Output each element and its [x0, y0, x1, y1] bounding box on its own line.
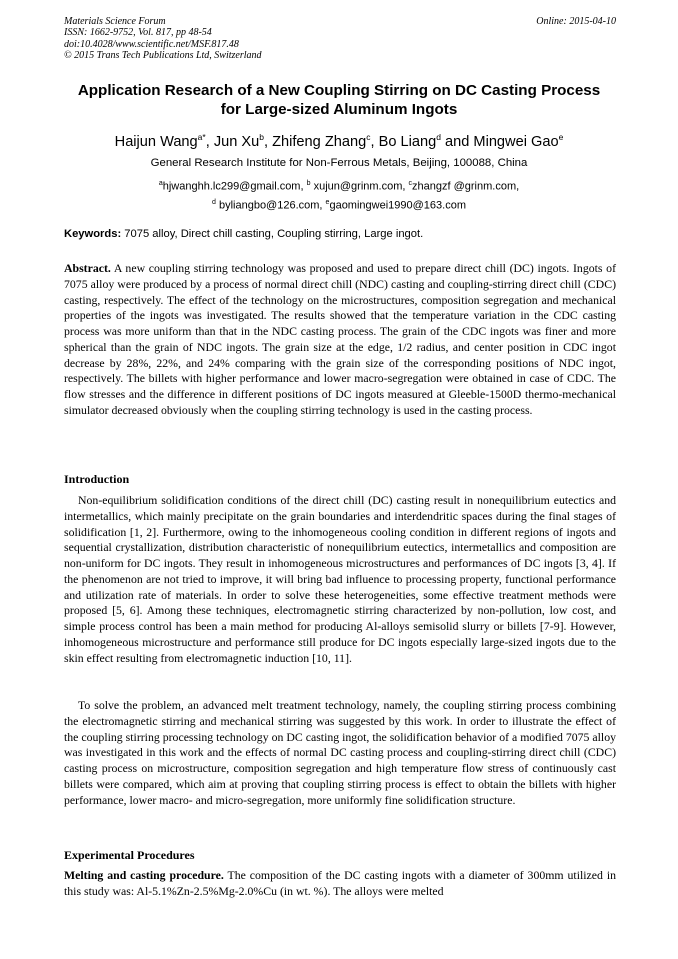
email-separator: , — [300, 180, 307, 193]
introduction-paragraph-2: To solve the problem, an advanced melt treatment technology, namely, the coupling stirring process combining the electromagnetic stirring and mechanical stirring was suggested by this work. In order to illustrate the effect of the coupling stirring processing technology on DC casting ingot, the solidification behavior of a modified 7075 alloy was investigated in this work and the effects of normal DC casting process and coupling-stirring direct chill (CDC) casting process on microstructure, composition segregation and high temperature flow stress of continuously cast billets were compared, which aim at proving that coupling stirring process is effect to obtain the billets with higher performance, lower macro- and micro-segregation, more uniformly fine solidification structure. — [64, 698, 616, 807]
journal-name: Materials Science Forum — [64, 16, 166, 27]
author-and: and — [440, 133, 474, 150]
abstract — [64, 261, 616, 419]
title-line-2: for Large-sized Aluminum Ingots — [220, 101, 458, 118]
email-line-2 — [40, 195, 638, 214]
introduction-paragraph-1: Non-equilibrium solidification conditions of the direct chill (DC) casting result in nonequilibrium eutectics and intermetallics, which mainly precipitate on the grain boundaries and interdendritic spaces during the final stages of solidification [1, 2]. Furthermore, owing to the inhomogeneous cooling condition in different regions of ingots and sequential crystallization, distribution characteristic of nonequilibrium eutectics, intermetallics and composition are non-uniform for DC ingots. They result in inhomogeneous microstructures and performances of DC ingots [3, 4]. If the phenomenon are not tried to improve, it will bring bad influence to processing property, functional performance and utilization rate of materials. In order to solve these heterogeneities, some effective treatment methods were proposed [5, 6]. Among these techniques, electromagnetic stirring characterized by non-pollution, low cost, and simple process control has been a main method for producing Al-alloys semisolid slurry or billets [7-9]. However, inhomogeneous microstructure and performance still produce for DC ingots especially large-sized ingots due to the skin effect resulting from electromagnetic induction [10, 11]. — [64, 493, 616, 665]
author-list — [40, 128, 638, 152]
journal-issn: ISSN: 1662-9752, Vol. 817, pp 48-54 — [64, 27, 212, 39]
author-name: Jun Xu — [213, 133, 260, 150]
author-sup: a* — [197, 132, 206, 142]
abstract-text: A new coupling stirring technology was proposed and used to prepare direct chill (DC) ingots. Ingots of 7075 alloy were produced by a process of normal direct chill (NDC) casting and coupling-stirring direct chill (CDC) casting, respectively. The effect of the technology on the microstructures, composition segregation and mechanical properties of the ingots was investigated. The results showed that the temperature variation in the CDC casting process was more uniform than that in the NDC casting process. The grain of the CDC ingots was finer and more spherical than the grain of NDC ingots. The grain size at the edge, 1/2 radius, and center position in CDC ingot decrease by 28%, 22%, and 24% comparing with the grain size of the corresponding positions of NDC ingot, respectively. The billets with higher performance and lower macro-segregation were obtained in case of CDC. The flow stresses and the difference in different positions of DC ingots measured at Gleeble-1500D thermo-mechanical simulator decreased obviously when the coupling stirring technology is used in the casting process. — [64, 261, 616, 417]
online-date: Online: 2015-04-10 — [536, 16, 616, 27]
author-separator: , — [205, 133, 214, 150]
journal-doi: doi:10.4028/www.scientific.net/MSF.817.48 — [64, 38, 239, 50]
email-sup: e — [325, 199, 330, 207]
experimental-heading: Experimental Procedures — [64, 848, 195, 862]
email-separator: , — [402, 180, 409, 193]
keywords — [64, 227, 618, 241]
keywords-text: 7075 alloy, Direct chill casting, Coupling stirring, Large ingot. — [121, 228, 424, 240]
author-sup: d — [436, 132, 441, 142]
journal-header — [64, 16, 616, 61]
experimental-text: The composition of the DC casting ingots with a diameter of 300mm utilized in this study was: Al-5.1%Zn-2.5%Mg-2.0%Cu (in wt. %). The alloys were melted — [64, 868, 616, 898]
abstract-label: Abstract. — [64, 261, 111, 275]
email-sup: a — [158, 180, 163, 187]
email-address: xujun@grinm.com — [310, 180, 403, 193]
author-sup: c — [366, 132, 371, 142]
paper-title — [40, 81, 638, 119]
email-address: gaomingwei1990@163.com — [329, 199, 466, 212]
email-line-1 — [40, 176, 638, 195]
keywords-label: Keywords: — [64, 228, 122, 240]
journal-copyright: © 2015 Trans Tech Publications Ltd, Switzerland — [64, 49, 262, 61]
experimental-label: Melting and casting procedure. — [64, 868, 224, 882]
author-sup: e — [558, 132, 564, 142]
email-sup: b — [306, 180, 311, 187]
affiliation: General Research Institute for Non-Ferrous Metals, Beijing, 100088, China — [150, 157, 528, 169]
author-name: Zhifeng Zhang — [272, 133, 367, 150]
author-sup: b — [259, 132, 264, 142]
email-separator: , — [516, 180, 520, 193]
email-separator: , — [319, 199, 326, 212]
author-separator: , — [370, 133, 379, 150]
author-separator: , — [264, 133, 273, 150]
experimental-paragraph — [64, 868, 616, 900]
author-name: Haijun Wang — [114, 133, 198, 150]
email-address: byliangbo@126.com — [215, 199, 320, 212]
title-line-1: Application Research of a New Coupling Stirring on DC Casting Process — [77, 82, 601, 99]
email-address: zhangzf @grinm.com — [412, 180, 517, 193]
email-block — [40, 176, 638, 214]
email-sup: c — [408, 180, 413, 187]
email-address: hjwanghh.lc299@gmail.com — [162, 180, 301, 193]
author-name: Mingwei Gao — [473, 133, 559, 150]
introduction-heading: Introduction — [64, 472, 130, 486]
author-name: Bo Liang — [378, 133, 437, 150]
email-sup: d — [212, 199, 216, 207]
